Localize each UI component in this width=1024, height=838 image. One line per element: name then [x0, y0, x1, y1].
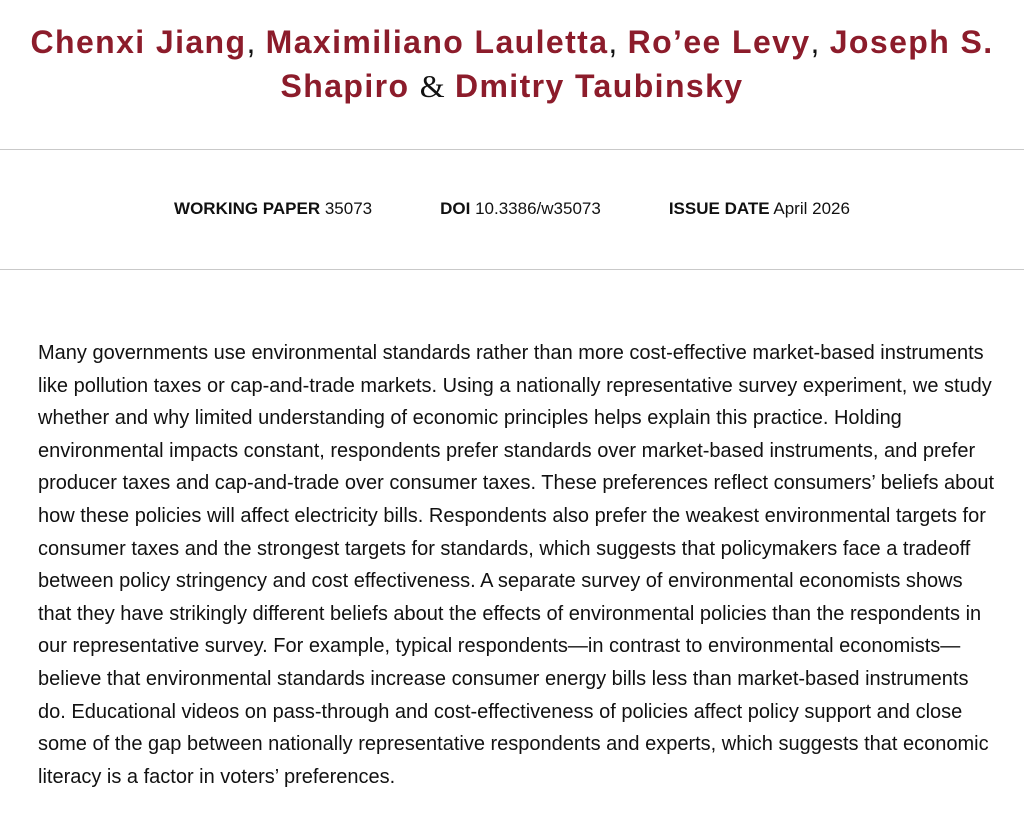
- author-separator: ,: [608, 24, 618, 60]
- working-paper-number: [174, 198, 372, 220]
- working-paper-label: WORKING PAPER: [174, 199, 321, 218]
- issue-date-value: April 2026: [773, 199, 850, 218]
- author-separator: ,: [246, 24, 256, 60]
- author-list: [30, 20, 994, 108]
- divider-top: [0, 149, 1024, 150]
- doi-value: 10.3386/w35073: [475, 199, 601, 218]
- issue-date-label: ISSUE DATE: [668, 199, 770, 218]
- author-link[interactable]: Joseph S. Shapiro: [280, 24, 994, 104]
- doi: [440, 198, 601, 220]
- doi-label: DOI: [440, 199, 471, 218]
- author-link[interactable]: Dmitry Taubinsky: [454, 68, 744, 104]
- author-ampersand: &: [419, 68, 445, 104]
- paper-metadata: [0, 198, 1024, 220]
- author-link[interactable]: Maximiliano Lauletta: [265, 24, 609, 60]
- author-link[interactable]: Ro’ee Levy: [627, 24, 811, 60]
- author-separator: ,: [810, 24, 820, 60]
- issue-date: [669, 198, 850, 220]
- working-paper-value: 35073: [324, 199, 373, 218]
- divider-bottom: [0, 269, 1024, 270]
- author-link[interactable]: Chenxi Jiang: [30, 24, 247, 60]
- abstract-text: Many governments use environmental standards rather than more cost-effective market-based instruments like pollution taxes or cap-and-trade markets. Using a nationally representative survey experiment, we study whether and why limited understanding of economic principles helps explain this practice. Holding environmental impacts constant, respondents prefer standards over market-based instruments, and prefer producer taxes and cap-and-trade over consumer taxes. These preferences reflect consumers’ beliefs about how these policies will affect electricity bills. Respondents also prefer the weakest environmental targets for consumer taxes and the strongest targets for standards, which suggests that policymakers face a tradeoff between policy stringency and cost effectiveness. A separate survey of environmental economists shows that they have strikingly different beliefs about the effects of environmental policies than the respondents in our representative survey. For example, typical respondents—in contrast to environmental economists—believe that environmental standards increase consumer energy bills less than market-based instruments do. Educational videos on pass-through and cost-effectiveness of policies affect policy support and close some of the gap between nationally representative respondents and experts, which suggests that economic literacy is a factor in voters’ preferences.: [38, 342, 995, 788]
